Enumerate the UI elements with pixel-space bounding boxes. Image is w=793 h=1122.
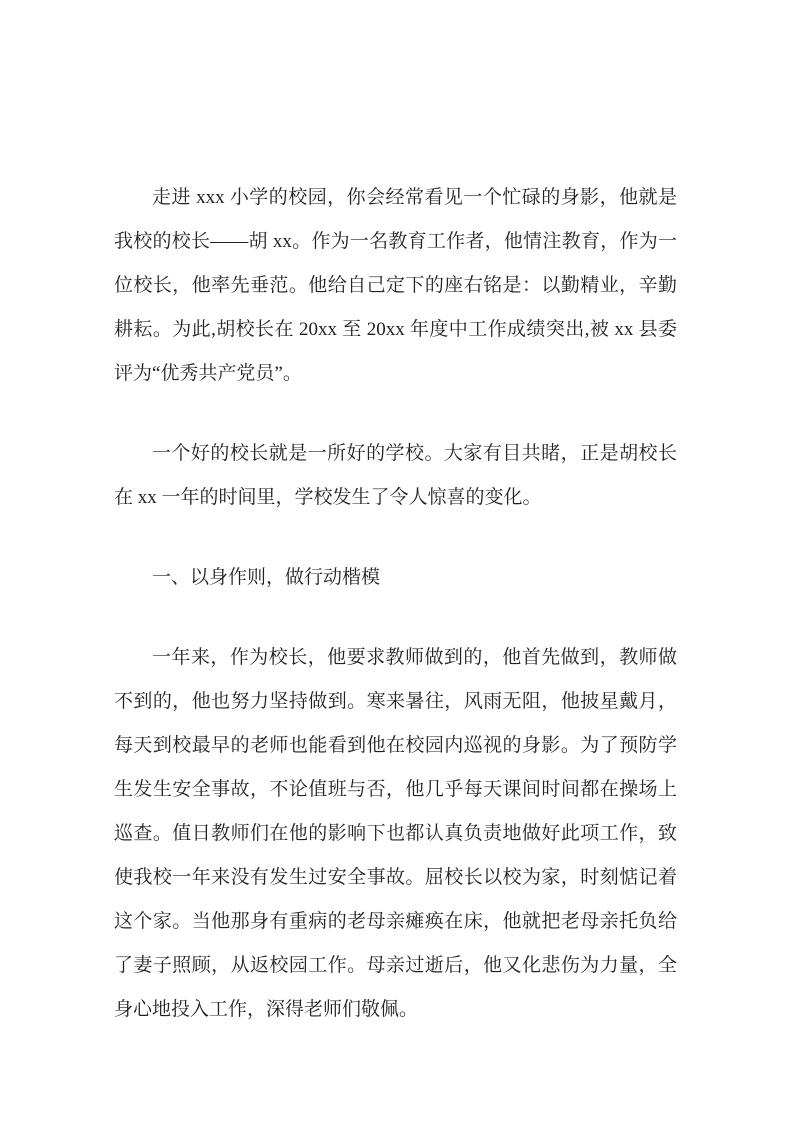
paragraph-intro-2: 一个好的校长就是一所好的学校。大家有目共睹，正是胡校长在 xx 一年的时间里，学校发生了令人惊喜的变化。	[114, 443, 677, 508]
section-heading: 一、以身作则，做行动楷模	[152, 567, 381, 588]
paragraph-intro-1: 走进 xxx 小学的校园，你会经常看见一个忙碌的身影，他就是我校的校长——胡 xx。作为一名教育工作者，他情注教育，作为一位校长，他率先垂范。他给自己定下的座右铭是：以勤精业，辛勤耕耘。为此,胡校长在 20xx 至 20xx 年度中工作成绩突出,被 xx 县委评为“优秀共产党员”。	[114, 187, 677, 384]
paragraph-body-1: 一年来，作为校长，他要求教师做到的，他首先做到，教师做不到的，他也努力坚持做到。寒来暑往，风雨无阻，他披星戴月，每天到校最早的老师也能看到他在校园内巡视的身影。为了预防学生发生安全事故，不论值班与否，他几乎每天课间时间都在操场上巡查。值日教师们在他的影响下也都认真负责地做好此项工作，致使我校一年来没有发生过安全事故。屈校长以校为家，时刻惦记着这个家。当他那身有重病的老母亲瘫痪在床，他就把老母亲托负给了妻子照顾，从返校园工作。母亲过逝后，他又化悲伤为力量，全身心地投入工作，深得老师们敬佩。	[114, 647, 677, 1020]
